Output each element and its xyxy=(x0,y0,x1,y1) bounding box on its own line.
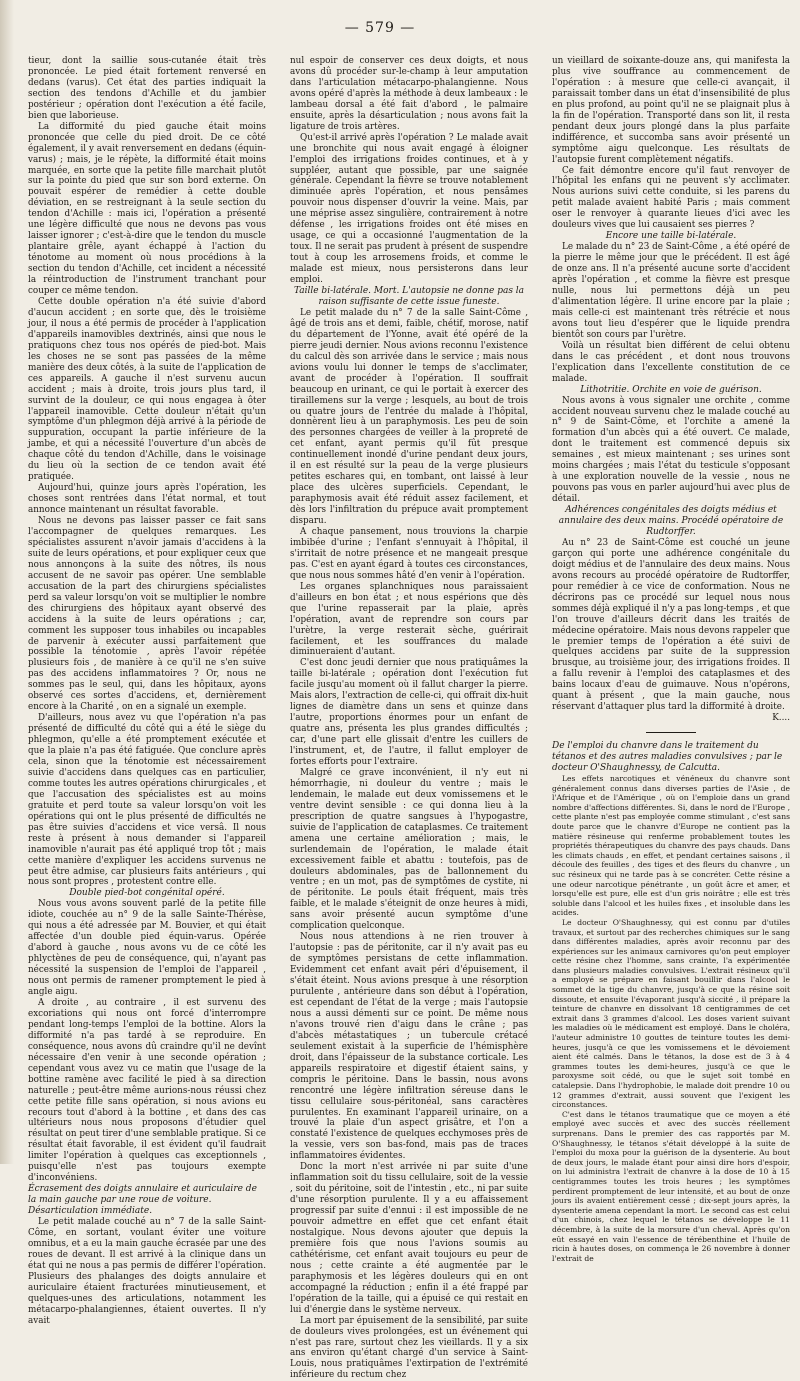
paragraph: Au n° 23 de Saint-Côme est couché un jeune garçon qui porte une adhérence congénitale du doigt médius et de l'annulaire des deux mains. Nous avons recours au procédé opératoire de Rudtorffer, pour remédier à ce vice de conformation. Nous ne décrirons pas ce procédé sur lequel nous nous sommes déjà expliqué il n'y a pas long-temps , et que l'on trouve d'ailleurs décrit dans les traités de médecine opératoire. Mais nous devons rappeler que le premier temps de l'opération a été suivi de quelques accidens par suite de la suppression brusque, au troisième jour, des irrigations froides. Il a fallu revenir à l'emploi des cataplasmes et des bains locaux d'eau de guimauve. Nous n'opérons, quant à présent , que la main gauche, nous réservant d'attaquer plus tard la difformité à droite. xyxy=(552,537,790,713)
paragraph: Cette double opération n'a été suivie d'abord d'aucun accident ; en sorte que, dès le troisième jour, il nous a été permis de procéder à l'application d'appareils inamovibles dextrinés, ainsi que nous le pratiquons chez tous nos opérés de pied-bot. Mais les choses ne se sont pas passées de la même manière des deux côtés, à la suite de l'application de ces appareils. A gauche il n'est survenu aucun accident ; mais à droite, trois jours plus tard, il survint de la douleur, ce qui nous engagea à ôter l'appareil inamovible. Cette douleur n'était qu'un symptôme d'un phlegmon déjà arrivé à la période de suppuration, occupant la partie inférieure de la jambe, et qui a nécessité l'ouverture d'un abcès de chaque côté du tendon d'Achille, dans le voisinage du lieu où la section de ce tendon avait été pratiquée. xyxy=(28,296,266,483)
section-heading: Double pied-bot congénital opéré. xyxy=(69,888,225,899)
section-heading: De l'emploi du chanvre dans le traitement du tétanos et des autres maladies convulsives ; par le docteur O'Shaughnessy, de Calcutta. xyxy=(552,741,783,774)
paragraph: Nous ne devons pas laisser passer ce fait sans l'accompagner de quelques remarques. Les spécialistes assurent n'avoir jamais d'accidens à la suite de leurs opérations, et pour expliquer ceux que nous annonçons à la suite des nôtres, ils nous accusent de ne savoir pas opérer. Une semblable accusation de la part des chirurgiens spécialistes perd sa valeur lorsqu'on voit se multiplier le nombre des chirurgiens des hôpitaux ayant observé des accidens à la suite de leurs opérations ; car, comment les supposer tous inhabiles ou incapables de parvenir à exécuter aussi parfaitement que possible la ténotomie , après l'avoir répétée plusieurs fois , de manière à ce qu'il ne s'en suive pas des accidens inflammatoires ? Or, nous ne sommes pas le seul, qui, dans les hôpitaux, ayons observé ces sortes d'accidens, et, dernièrement encore à la Charité , on en a signalé un exemple. xyxy=(28,516,266,713)
paragraph: La mort par épuisement de la sensibilité, par suite de douleurs vives prolongées, est un événement qui n'est pas rare, surtout chez les vieillards. Il y a six ans environ qu'étant chargé d'un service à Saint-Louis, nous pratiquâmes l'extirpation de l'extrémité inférieure du rectum chez xyxy=(290,1315,528,1381)
section-heading: Encore une taille bi-latérale. xyxy=(605,231,737,242)
section-heading: Taille bi-latérale. Mort. L'autopsie ne donne pas la raison suffisante de cette issue funeste. xyxy=(293,286,525,307)
page-header xyxy=(0,18,800,40)
paragraph: tieur, dont la saillie sous-cutanée était très prononcée. Le pied était fortement renversé en dedans (varus). Cet état des parties indiquait la section des tendons d'Achille et du jambier postérieur ; opération dont l'exécution a été facile, bien que laborieuse. xyxy=(28,56,266,121)
column-2 xyxy=(290,56,528,1381)
paragraph: Les effets narcotiques et vénéneux du chanvre sont généralement connus dans diverses parties de l'Asie , de l'Afrique et de l'Amérique , où on l'emploie dans un grand nombre d'affections différentes. Si, dans le nord de l'Europe , cette plante n'est pas employée comme stimulant , c'est sans doute parce que le chanvre d'Europe ne contient pas la matière résineuse qui renferme probablement toutes les propriétés thérapeutiques du chanvre des pays chauds. Dans les climats chauds , en effet, et pendant certaines saisons , il découle des feuilles , des tiges et des fleurs du chanvre , un suc résineux qui ne tarde pas à se concréter. Cette résine a une odeur narcotique pénétrante , un goût âcre et amer, et lorsqu'elle est pure, elle est d'un gris noirâtre ; elle est très soluble dans l'alcool et les huiles fixes , et insoluble dans les acides. xyxy=(552,774,790,918)
section-divider xyxy=(646,732,696,733)
section-heading: Lithotritie. Orchite en voie de guérison. xyxy=(580,384,762,395)
paragraph: Le petit malade couché au n° 7 de la salle Saint-Côme, en sortant, voulant éviter une voiture omnibus, et a eu la main gauche écrasée par une des roues de devant. Il est arrivé à la clinique dans un état qui ne nous a pas permis de différer l'opération. Plusieurs des phalanges des doigts annulaire et auriculaire étaient fracturées minutieusement, et quelques-unes des articulations, notamment les métacarpo-phalangiennes, étaient ouvertes. Il n'y avait xyxy=(28,1217,266,1326)
paragraph: Donc la mort n'est arrivée ni par suite d'une inflammation soit du tissu cellulaire, soit de la vessie , soit du péritoine, soit de l'intestin , etc., ni par suite d'une résorption purulente. Il y a eu affaissement progressif par suite d'ennui : il est impossible de ne pouvoir admettre en effet que cet enfant était nostalgique. Nous devons ajouter que depuis la première fois que nous l'avions soumis au cathétérisme, cet enfant avait toujours eu peur de nous ; cette crainte a été augmentée par le paraphymosis et les légères douleurs qui en ont accompagné la réduction ; enfin il a été frappé par l'opération de la taille, qui a épuisé ce qui restait en lui d'énergie dans le système nerveux. xyxy=(290,1162,528,1315)
signature: K.... xyxy=(772,713,790,724)
column-1 xyxy=(28,56,266,1326)
paragraph: Nous avons à vous signaler une orchite , comme accident nouveau survenu chez le malade couché au n° 9 de Saint-Côme, et l'orchite a amené la formation d'un abcès qui a été ouvert. Ce malade, dont le traitement est commencé depuis six semaines , est mieux maintenant ; ses urines sont moins chargées ; mais l'état du testicule s'opposant à une exploration nouvelle de la vessie , nous ne pouvons pas vous en parler aujourd'hui avec plus de détail. xyxy=(552,395,790,505)
paragraph: Le malade du n° 23 de Saint-Côme , a été opéré de la pierre le même jour que le précédent. Il est âgé de onze ans. Il n'a présenté aucune sorte d'accident après l'opération , et comme la fièvre est presque nulle, nous lui permettons déjà un peu d'alimentation légère. Il urine encore par la plaie ; mais celle-ci est maintenant très rétrécie et nous avons tout lieu d'espérer que le liquide prendra bientôt son cours par l'urètre. xyxy=(552,242,790,340)
page-number: — 579 — xyxy=(344,20,416,36)
page-gutter-shadow xyxy=(0,0,14,1164)
paragraph: Ce fait démontre encore qu'il faut renvoyer de l'hôpital les enfans qui ne peuvent s'y acclimater. Nous aurions suivi cette conduite, si les parens du petit malade avaient habité Paris ; mais comment oser le renvoyer à quarante lieues d'ici avec les douleurs vives que lui causaient ses pierres ? xyxy=(552,165,790,231)
paragraph: C'est dans le tétanos traumatique que ce moyen a été employé avec succès et avec des succès réellement surprenans. Dans le premier des cas rapportés par M. O'Shaughnessy, le tétanos s'était développé à la suite de l'emploi du moxa pour la guérison de la dysenterie. Au bout de deux jours, le malade étant pour ainsi dire hors d'espoir, on lui administra l'extrait de chanvre à la dose de 10 à 15 centigrammes toutes les trois heures ; les symptômes perdirent promptement de leur intensité, et au bout de onze jours ils avaient entièrement cessé ; dix-sept jours après, la dysenterie amena cependant la mort. Le second cas est celui d'un chinois, chez lequel le tétanos se développe le 11 décembre, à la suite de la morsure d'un cheval. Après qu'on eût essayé en vain l'essence de térébenthine et l'huile de ricin à hautes doses, on commença le 26 novembre à donner l'extrait de xyxy=(552,1109,790,1263)
paragraph: Malgré ce grave inconvénient, il n'y eut ni hémorrhagie, ni douleur du ventre ; mais le lendemain, le malade eut deux vomissemens et le ventre devint sensible : ce qui donna lieu à la prescription de quatre sangsues à l'hypogastre, suivie de l'application de cataplasmes. Ce traitement amena une certaine amélioration ; mais, le surlendemain de l'opération, le malade était excessivement faible et abattu : toutefois, pas de douleurs abdominales, pas de ballonnement du ventre ; en un mot, pas de symptômes de cystite, ni de péritonite. Le pouls était fréquent, mais très faible, et le malade s'éteignit de onze heures à midi, sans avoir présenté aucun symptôme d'une complication quelconque. xyxy=(290,767,528,932)
paragraph: Les organes splanchniques nous paraissaient d'ailleurs en bon état ; et nous espérions que dès que l'urine repasserait par la plaie, après l'opération, avant de reprendre son cours par l'urètre, la verge resterait sèche, guérirait facilement, et les souffrances du malade diminueraient d'autant. xyxy=(290,581,528,658)
paragraph: un vieillard de soixante-douze ans, qui manifesta la plus vive souffrance au commencement de l'opération : à mesure que celle-ci avançait, il paraissait tomber dans un état d'insensibilité de plus en plus profond, au point qu'il ne se plaignait plus à la fin de l'opération. Transporté dans son lit, il resta pendant deux jours plongé dans la plus parfaite indifférence, et succomba sans avoir présenté un symptôme aigu quelconque. Les résultats de l'autopsie furent complètement négatifs. xyxy=(552,56,790,165)
paragraph: Le docteur O'Shaughnessy, qui est connu par d'utiles travaux, et surtout par des recherches chimiques sur le sang dans différentes maladies, après avoir reconnu par des expériences sur les animaux carnivores qu'on peut employer cette résine chez l'homme, sans crainte, l'a expérimentée dans plusieurs maladies convulsives. L'extrait résineux qu'il a employé se prépare en faisant bouillir dans l'alcool le sommet de la tige du chanvre, jusqu'à ce que la résine soit dissoute, et ensuite l'évaporant jusqu'à siccité , il prépare la teinture de chanvre en dissolvant 18 centigrammes de cet extrait dans 3 grammes d'alcool. Les doses varient suivant les maladies où le médicament est employé. Dans le choléra, l'auteur administre 10 gouttes de teinture toutes les demi-heures, jusqu'à ce que les vomissemens et le dévoiement aient été calmés. Dans le tétanos, la dose est de 3 à 4 grammes toutes les demi-heures, jusqu'à ce que le paroxysme soit cédé, ou que le sujet soit tombé en catalepsie. Dans l'hydrophobie, le malade doit prendre 10 ou 12 grammes d'extrait, aussi souvent que l'exigent les circonstances. xyxy=(552,917,790,1110)
paragraph: nul espoir de conserver ces deux doigts, et nous avons dû procéder sur-le-champ à leur amputation dans l'articulation métacarpo-phalangienne. Nous avons opéré d'après la méthode à deux lambeaux : le lambeau dorsal a été fait d'abord , le palmaire ensuite, après la désarticulation ; nous avons fait la ligature de trois artères. xyxy=(290,56,528,132)
paragraph: La difformité du pied gauche était moins prononcée que celle du pied droit. De ce côté également, il y avait renversement en dedans (équin-varus) ; mais, je le répète, la difformité était moins marquée, en sorte que la petite fille marchait plutôt sur la pointe du pied que sur son bord externe. On pouvait espérer de remédier à cette double déviation, en se restreignant à la seule section du tendon d'Achille : mais ici, l'opération a présenté une légère difficulté que nous ne devons pas vous laisser ignorer ; c'est-à-dire que le tendon du muscle plantaire grêle, ayant échappé à l'action du ténotome au moment où nous procédions à la section du tendon d'Achille, cet incident a nécessité la réintroduction de l'instrument tranchant pour couper ce même tendon. xyxy=(28,121,266,297)
paragraph: Nous nous attendions à ne rien trouver à l'autopsie : pas de péritonite, car il n'y avait pas eu de symptômes persistans de cette inflammation. Evidemment cet enfant avait péri d'épuisement, il s'était éteint. Nous avions presque à une résorption purulente , antérieure dans son début à l'opération, est cependant de l'état de la verge ; mais l'autopsie nous a aussi démenti sur ce point. De même nous n'avons trouvé rien d'aigu dans le crâne ; pas d'abcès métastatiques ; un tubercule crétacé seulement existait à la superficie de l'hémisphère droit, dans l'épaisseur de la substance corticale. Les appareils respiratoire et digestif étaient sains, y compris le péritoine. Dans le bassin, nous avons rencontré une légère infiltration séreuse dans le tissu cellulaire sous-péritonéal, sans caractères purulentes. En examinant l'appareil urinaire, on a trouvé la plaie d'un aspect grisâtre, et l'on a constaté l'existence de quelques ecchymoses près de la vessie, vers son bas-fond, mais pas de traces inflammatoires évidentes. xyxy=(290,932,528,1162)
paragraph: C'est donc jeudi dernier que nous pratiquâmes la taille bi-latérale ; opération dont l'exécution fut facile jusqu'au moment où il fallut charger la pierre. Mais alors, l'extraction de celle-ci, qui offrait dix-huit lignes de diamètre dans un sens et quinze dans l'autre, proportions énormes pour un enfant de quatre ans, présenta les plus grandes difficultés ; car, d'une part elle glissait d'entre les cuillers de l'instrument, et, de l'autre, il fallut employer de fortes efforts pour l'extraire. xyxy=(290,658,528,767)
column-3 xyxy=(552,56,790,1263)
paragraph: A chaque pansement, nous trouvions la charpie imbibée d'urine ; l'enfant s'ennuyait à l'hôpital, il s'irritait de notre présence et ne mangeait presque pas. C'est en ayant égard à toutes ces circonstances, que nous nous sommes hâté d'en venir à l'opération. xyxy=(290,526,528,581)
paragraph: Qu'est-il arrivé après l'opération ? Le malade avait une bronchite qui nous avait engagé à éloigner l'emploi des irrigations froides continues, et à y suppléer, autant que possible, par une saignée générale. Cependant la fièvre se trouve notablement diminuée après l'opération, et nous pensâmes pouvoir nous dispenser d'ouvrir la veine. Mais, par une méprise assez singulière, contrairement à notre défense , les irrigations froides ont été mises en usage, ce qui a occasionné l'augmentation de la toux. Il ne serait pas prudent à présent de suspendre tout à coup les arrosemens froids, et comme le malade est mieux, nous persisterons dans leur emploi. xyxy=(290,132,528,286)
paragraph: Voilà un résultat bien différent de celui obtenu dans le cas précédent , et dont nous trouvons l'explication dans l'excellente constitution de ce malade. xyxy=(552,340,790,384)
paragraph: D'ailleurs, nous avez vu que l'opération n'a pas présenté de difficulté du côté qui a été le siège du phlegmon, qu'elle a été promptement exécutée et que la plaie n'a pas été fatiguée. Que conclure après cela, sinon que la ténotomie est nécessairement suivie d'accidens dans quelques cas en particulier, comme toutes les autres opérations chirurgicales , et que l'accusation des spécialistes est au moins gratuite et perd toute sa valeur lorsqu'on voit les opérations qui ont le plus présenté de difficultés ne pas être suivies d'accidens et vice versâ. Il nous reste à présent à nous demander si l'appareil inamovible n'aurait pas été appliqué trop tôt ; mais cette manière d'expliquer les accidens survenus ne peut être admise, car plusieurs faits antérieurs , qui nous sont propres , protestent contre elle. xyxy=(28,713,266,888)
paragraph: Aujourd'hui, quinze jours après l'opération, les choses sont rentrées dans l'état normal, et tout annonce maintenant un résultat favorable. xyxy=(28,483,266,516)
paragraph: Nous vous avons souvent parlé de la petite fille idiote, couchée au n° 9 de la salle Sainte-Thérèse, qui nous a été adressée par M. Bouvier, et qui était affectée d'un double pied équin-varus. Opérée d'abord à gauche , nous avons vu de ce côté les phlyctènes de peu de conséquence, qui, n'ayant pas nécessité la suspension de l'emploi de l'appareil , nous ont permis de ramener promptement le pied à angle aigu. xyxy=(28,899,266,998)
section-heading: Adhérences congénitales des doigts médius et annulaire des deux mains. Procédé opératoire de Rudtorffer. xyxy=(558,505,784,537)
paragraph: A droite , au contraire , il est survenu des excoriations qui nous ont forcé d'interrompre pendant long-temps l'emploi de la bottine. Alors la difformité n'a pas tardé à se reproduire. En conséquence, nous avons dû craindre qu'il ne devînt nécessaire d'en venir à une seconde opération ; cependant vous avez vu ce matin que l'usage de la bottine ramène avec facilité le pied à sa direction naturelle ; peut-être même aurions-nous réussi chez cette petite fille sans opération, si nous avions eu recours tout d'abord à la bottine , et dans des cas ultérieurs nous nous proposons d'étudier quel résultat on peut tirer d'une semblable pratique. Si ce résultat était favorable, il est évident qu'il faudrait limiter l'opération à quelques cas exceptionnels , puisqu'elle n'est pas toujours exempte d'inconvéniens. xyxy=(28,997,266,1184)
section-heading: Écrasement des doigts annulaire et auriculaire de la main gauche par une roue de voiture. Désarticulation immédiate. xyxy=(28,1184,257,1217)
paragraph: Le petit malade du n° 7 de la salle Saint-Côme , âgé de trois ans et demi, faible, chétif, morose, natif du département de l'Yonne, avait été opéré de la pierre jeudi dernier. Nous avions reconnu l'existence du calcul dès son arrivée dans le service ; mais nous avions voulu lui donner le temps de s'acclimater, avant de procéder à l'opération. Il souffrait beaucoup en urinant, ce qui le portait à exercer des tiraillemens sur la verge ; lesquels, au bout de trois ou quatre jours de l'entrée du malade à l'hôpital, donnèrent lieu à un paraphymosis. Les peu de soin des personnes chargées de veiller à la propreté de cet enfant, ayant permis qu'il fût presque continuellement inondé d'urine pendant deux jours, il en est résulté sur la peau de la verge plusieurs petites eschares qui, en tombant, ont laissé à leur place des ulcères superficiels. Cependant, le paraphymosis avait été réduit assez facilement, et dès lors l'infiltration du prépuce avait promptement disparu. xyxy=(290,307,528,527)
